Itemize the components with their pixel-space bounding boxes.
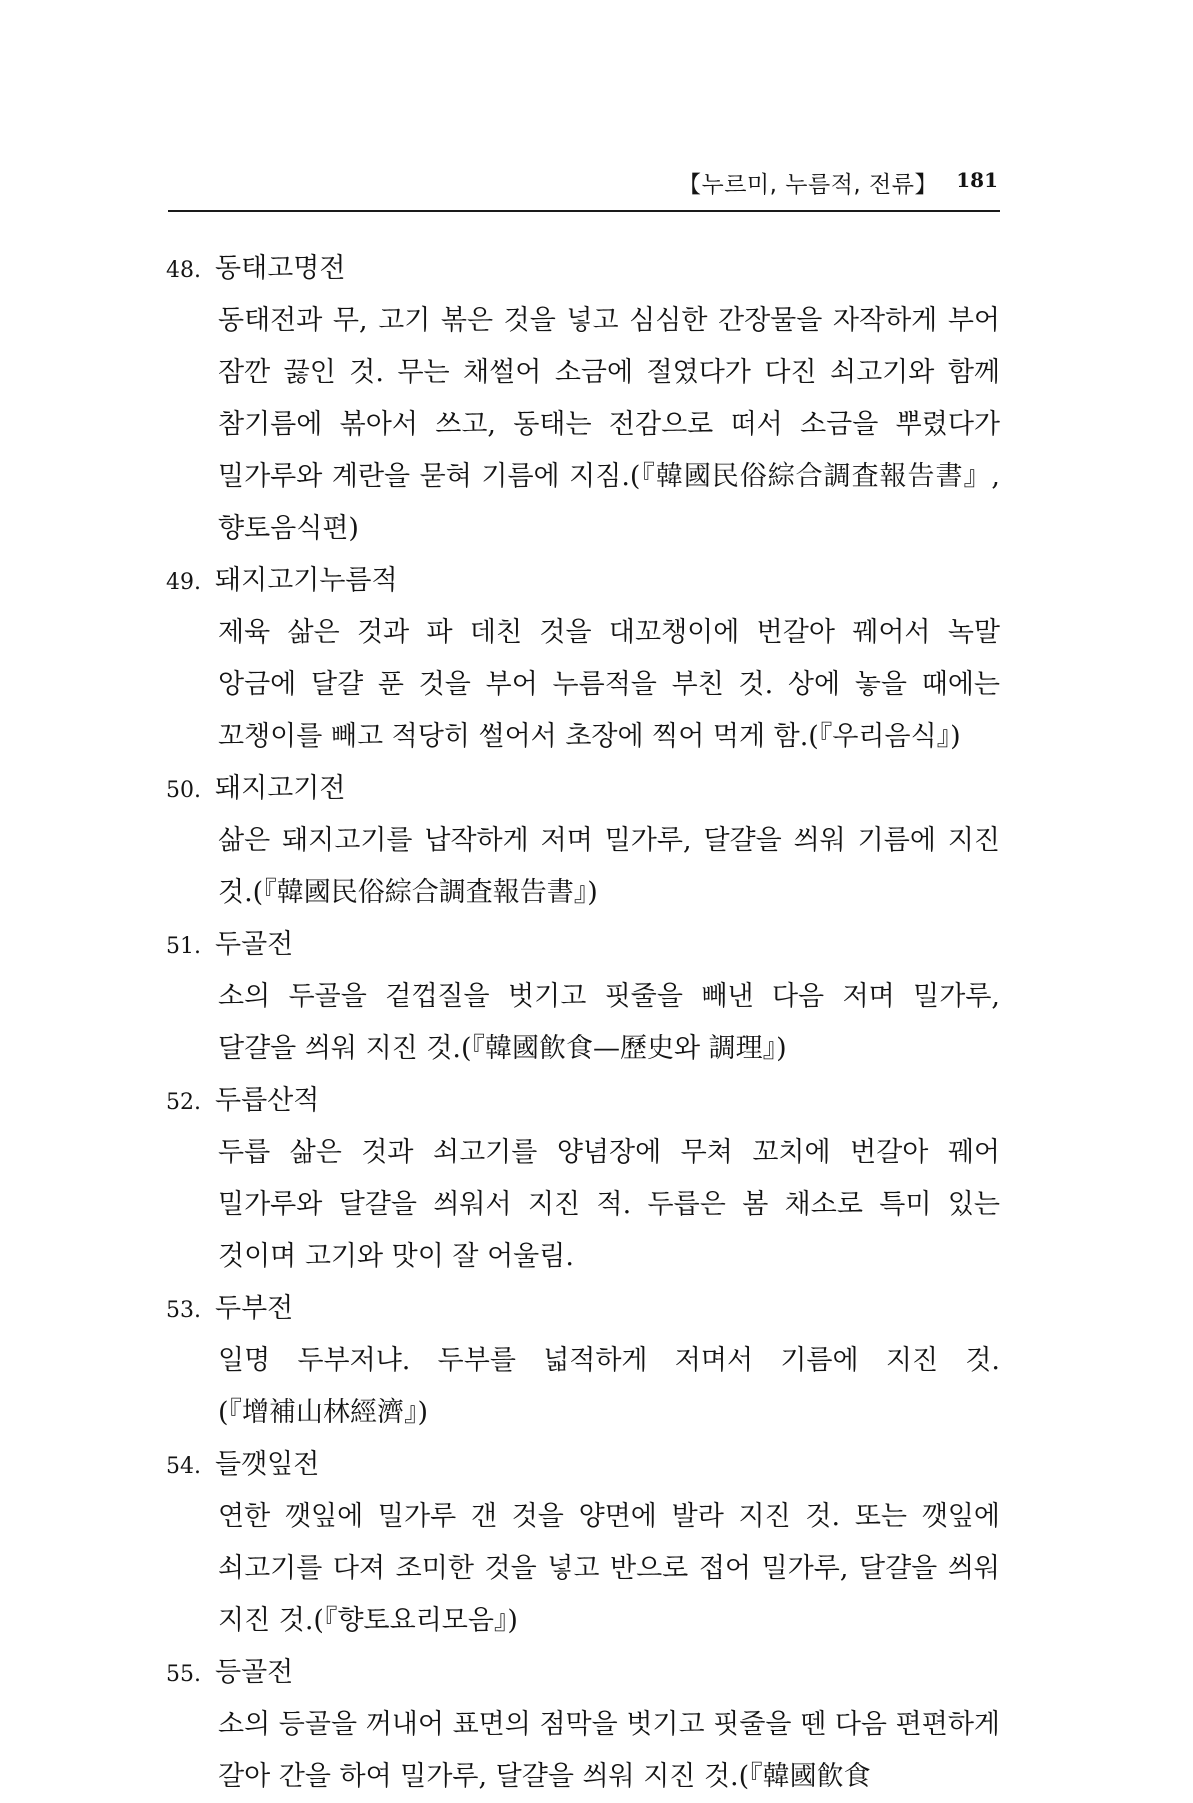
entry-52 [166,1075,1000,1283]
entry-number: 51. [166,934,201,959]
entry-number: 55. [166,1662,201,1687]
entry-number: 54. [166,1454,201,1479]
entry-title: 두부전 [215,1293,294,1324]
entry-body: 소의 등골을 꺼내어 표면의 점막을 벗기고 핏줄을 뗀 다음 편편하게 갈아 간을 하여 밀가루, 달걀을 씌워 지진 것.(『韓國飮食 [218,1709,1000,1792]
entry-heading [166,1439,1000,1491]
entry-48 [166,243,1000,555]
entry-body: 동태전과 무, 고기 볶은 것을 넣고 심심한 간장물을 자작하게 부어 잠깐 끓인 것. 무는 채썰어 소금에 절였다가 다진 쇠고기와 함께 참기름에 볶아서 쓰고, 동태는 전감으로 떠서 소금을 뿌렸다가 밀가루와 계란을 묻혀 기름에 지짐.(『韓國民俗綜合調査報告書』, 향토음식편) [218,305,1000,544]
page-number: 181 [956,168,998,192]
entry-title: 돼지고기누름적 [215,565,398,596]
entry-title: 두골전 [215,929,294,960]
entry-heading [166,919,1000,971]
entry-body: 일명 두부저냐. 두부를 넓적하게 저며서 기름에 지진 것.(『增補山林經濟』) [218,1345,1000,1428]
entry-title: 동태고명전 [215,253,346,284]
entry-heading [166,1075,1000,1127]
entry-title: 들깻잎전 [215,1449,320,1480]
entry-heading [166,1283,1000,1335]
entry-heading [166,763,1000,815]
entry-51 [166,919,1000,1075]
entry-heading [166,555,1000,607]
entry-list [166,243,1000,1803]
entry-title: 돼지고기전 [215,773,346,804]
entry-heading [166,1647,1000,1699]
entry-49 [166,555,1000,763]
entry-number: 48. [166,258,201,283]
entry-50 [166,763,1000,919]
entry-body: 삶은 돼지고기를 납작하게 저며 밀가루, 달걀을 씌워 기름에 지진 것.(『韓國民俗綜合調査報告書』) [218,825,1000,908]
entry-54 [166,1439,1000,1647]
entry-number: 49. [166,570,201,595]
entry-body: 두릅 삶은 것과 쇠고기를 양념장에 무쳐 꼬치에 번갈아 꿰어 밀가루와 달걀을 씌워서 지진 적. 두릅은 봄 채소로 특미 있는 것이며 고기와 맛이 잘 어울림. [218,1137,1000,1272]
running-title: 【누르미, 누름적, 전류】 [678,172,938,198]
entry-number: 53. [166,1298,201,1323]
entry-53 [166,1283,1000,1439]
entry-body: 제육 삶은 것과 파 데친 것을 대꼬챙이에 번갈아 꿰어서 녹말 앙금에 달걀 푼 것을 부어 누름적을 부친 것. 상에 놓을 때에는 꼬챙이를 빼고 적당히 썰어서 초장에 찍어 먹게 함.(『우리음식』) [218,617,1000,752]
entry-body: 소의 두골을 겉껍질을 벗기고 핏줄을 빼낸 다음 저며 밀가루, 달걀을 씌워 지진 것.(『韓國飮食—歷史와 調理』) [218,981,1000,1064]
entry-number: 50. [166,778,201,803]
entry-heading [166,243,1000,295]
entry-55 [166,1647,1000,1803]
page-header [168,166,1000,212]
entry-number: 52. [166,1090,201,1115]
entry-title: 두릅산적 [215,1085,320,1116]
entry-title: 등골전 [215,1657,294,1688]
entry-body: 연한 깻잎에 밀가루 갠 것을 양면에 발라 지진 것. 또는 깻잎에 쇠고기를 다져 조미한 것을 넣고 반으로 접어 밀가루, 달걀을 씌워 지진 것.(『향토요리모음』) [218,1501,1000,1636]
